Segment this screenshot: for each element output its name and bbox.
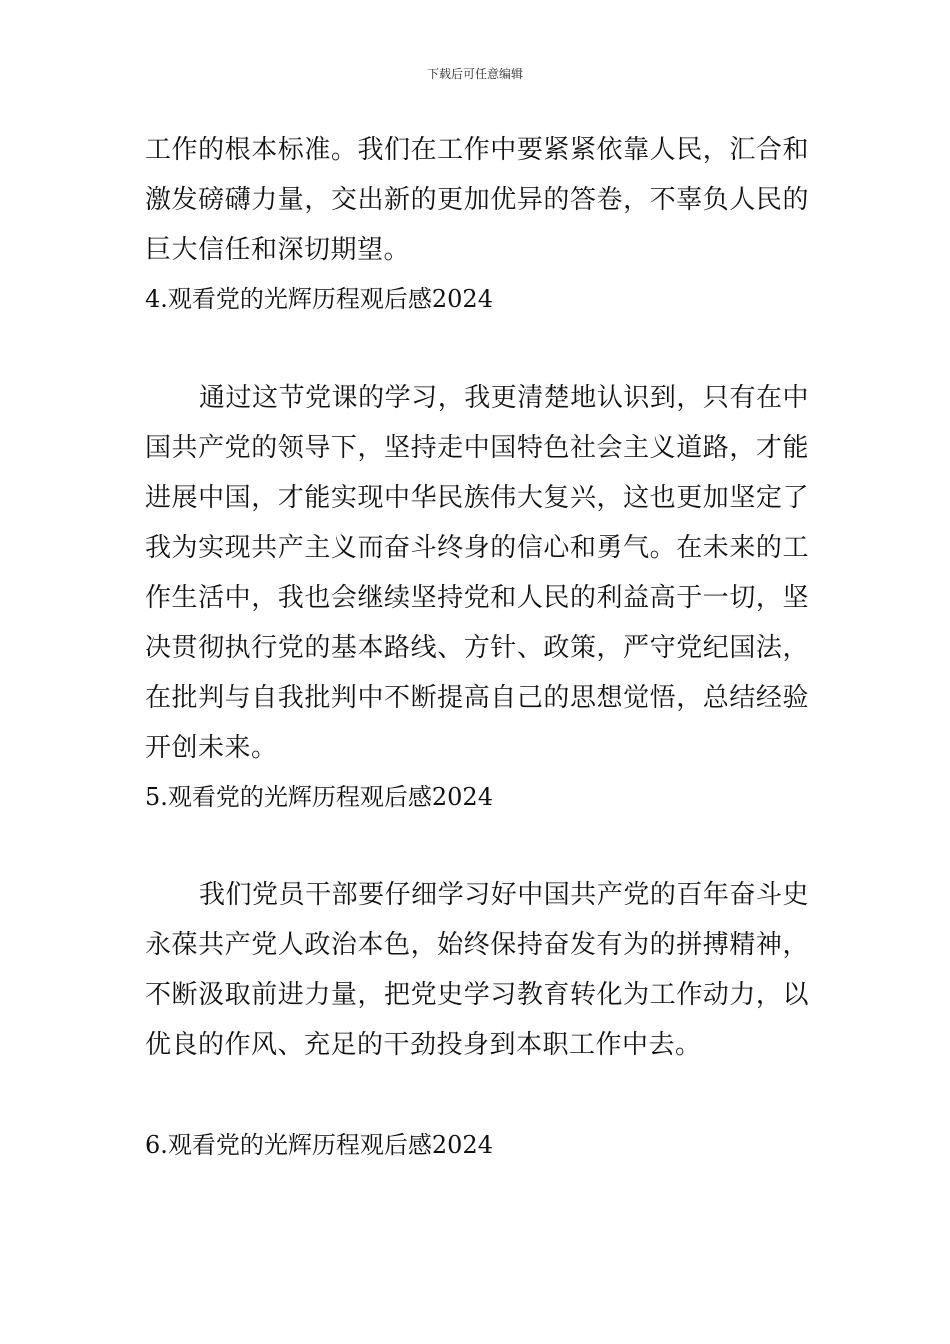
- paragraph-text: 工作的根本标准。我们在工作中要紧紧依靠人民，汇合和激发磅礴力量，交出新的更加优异的答卷，不辜负人民的巨大信任和深切期望。: [145, 135, 809, 265]
- section-heading-5: 5.观看党的光辉历程观后感2024: [145, 783, 493, 811]
- paragraph-text: 通过这节党课的学习，我更清楚地认识到，只有在中国共产党的领导下，坚持走中国特色社会主义道路，才能进展中国，才能实现中华民族伟大复兴，这也更加坚定了我为实现共产主义而奋斗终身的信心和勇气。在未来的工作生活中，我也会继续坚持党和人民的利益高于一切，坚决贯彻执行党的基本路线、方针、政策，严守党纪国法，在批判与自我批判中不断提高自己的思想觉悟，总结经验开创未来。: [145, 383, 809, 763]
- section-heading-4: 4.观看党的光辉历程观后感2024: [145, 285, 493, 313]
- paragraph-text: 我们党员干部要仔细学习好中国共产党的百年奋斗史永葆共产党人政治本色，始终保持奋发有为的拼搏精神，不断汲取前进力量，把党史学习教育转化为工作动力，以优良的作风、充足的干劲投身到本职工作中去。: [145, 880, 809, 1060]
- paragraph-section-4: [145, 373, 809, 773]
- paragraph-continued: [145, 125, 809, 275]
- paragraph-section-5: [145, 870, 809, 1070]
- section-heading-6: 6.观看党的光辉历程观后感2024: [145, 1131, 493, 1159]
- page-header: 下载后可任意编辑: [426, 67, 523, 81]
